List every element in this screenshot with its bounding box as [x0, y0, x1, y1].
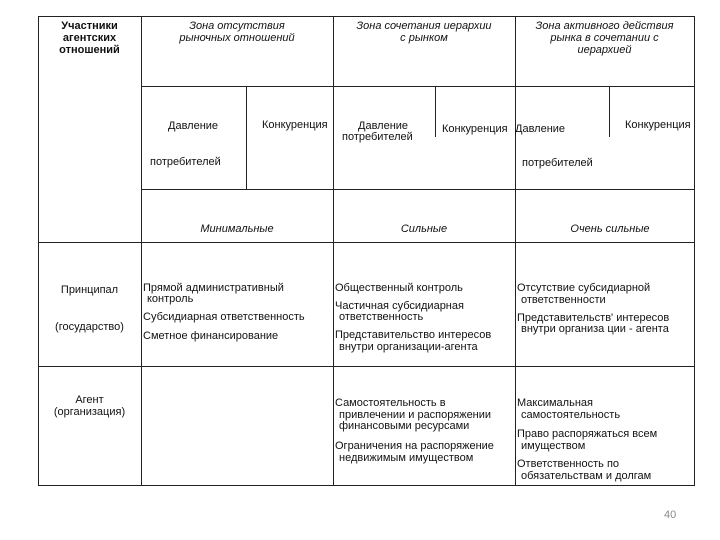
zone3-pressure: Давление — [515, 123, 566, 135]
agent-zone2-line-2: привлечении и распоряжении — [339, 409, 492, 421]
col3-divider — [515, 16, 516, 486]
header-zone1-title: Зона отсутствия рыночных отношений — [179, 20, 295, 44]
agent-label: Агент — [75, 394, 104, 406]
principal-zone1-line-3: Субсидиарная ответственность — [143, 311, 305, 323]
header-zone-divider — [141, 86, 695, 87]
principal-zone2-line-3: ответственность — [339, 311, 424, 323]
principal-zone1-line-4: Сметное финансирование — [143, 330, 279, 342]
zone3-competition: Конкуренция — [625, 119, 691, 131]
zone1-competition: Конкуренция — [262, 119, 328, 131]
strength-zone3: Очень сильные — [570, 223, 650, 235]
principal-label-2: (государство) — [55, 321, 124, 333]
agent-zone3-line-5: Ответственность по — [517, 458, 620, 470]
zone2-consumers: потребителей — [342, 131, 413, 143]
zone3-consumers: потребителей — [522, 157, 593, 169]
col1-divider — [141, 16, 142, 486]
agent-zone2-line-1: Самостоятельность в — [335, 397, 446, 409]
principal-zone2-line-2: Частичная субсидиарная — [335, 300, 464, 312]
zone1-pressure: Давление — [168, 120, 219, 132]
header-zone3-title: Зона активного действия рынка в сочетании с иерархией — [535, 20, 674, 56]
strength-zone1: Минимальные — [200, 223, 274, 235]
principal-label: Принципал — [60, 284, 119, 296]
zone1-sub-divider — [246, 86, 247, 189]
table-top-border — [38, 16, 695, 17]
principal-zone2-line-4: Представительство интересов — [335, 329, 492, 341]
table-bottom-border — [38, 485, 695, 486]
table-right-border — [694, 16, 695, 486]
principal-zone2-line-5: внутри организации-агента — [339, 341, 478, 353]
agent-zone2-line-4: Ограничения на распоряжение — [335, 440, 494, 452]
principal-zone1-line-1: Прямой административный — [143, 282, 284, 294]
agent-zone3-line-3: Право распоряжаться всем — [517, 428, 658, 440]
zone2-competition: Конкуренция — [442, 123, 508, 135]
principal-zone3-line-4: внутри организа ции - агента — [521, 323, 669, 335]
zone2-sub-divider — [435, 86, 436, 137]
principal-zone3-line-2: ответственности — [521, 294, 606, 306]
strength-row-top — [141, 189, 695, 190]
zone1-consumers: потребителей — [150, 156, 221, 168]
header-participants: Участники агентских отношений — [59, 20, 120, 56]
agent-zone3-line-2: самостоятельность — [521, 409, 621, 421]
row-divider — [38, 366, 695, 367]
header-zone2-title: Зона сочетания иерархии с рынком — [356, 20, 492, 44]
agent-zone3-line-1: Максимальная — [517, 397, 593, 409]
strength-zone2: Сильные — [400, 223, 448, 235]
principal-zone1-line-2: контроль — [147, 293, 194, 305]
principal-zone2-line-1: Общественный контроль — [335, 282, 463, 294]
col2-divider — [333, 16, 334, 486]
agent-zone2-line-5: недвижимым имуществом — [339, 452, 474, 464]
header-bottom-border — [38, 242, 695, 243]
principal-zone3-line-1: Отсутствие субсидиарной — [517, 282, 651, 294]
principal-zone3-line-3: Представительств' интересов — [517, 312, 670, 324]
page-number: 40 — [664, 509, 677, 521]
agent-zone3-line-4: имуществом — [521, 440, 586, 452]
agent-zone2-line-3: финансовыми ресурсами — [339, 420, 470, 432]
agent-zone3-line-6: обязательствам и долгам — [521, 470, 652, 482]
agent-label-2: (организация) — [53, 406, 126, 418]
zone2-pressure: Давление — [358, 120, 409, 132]
zone3-sub-divider — [609, 86, 610, 137]
